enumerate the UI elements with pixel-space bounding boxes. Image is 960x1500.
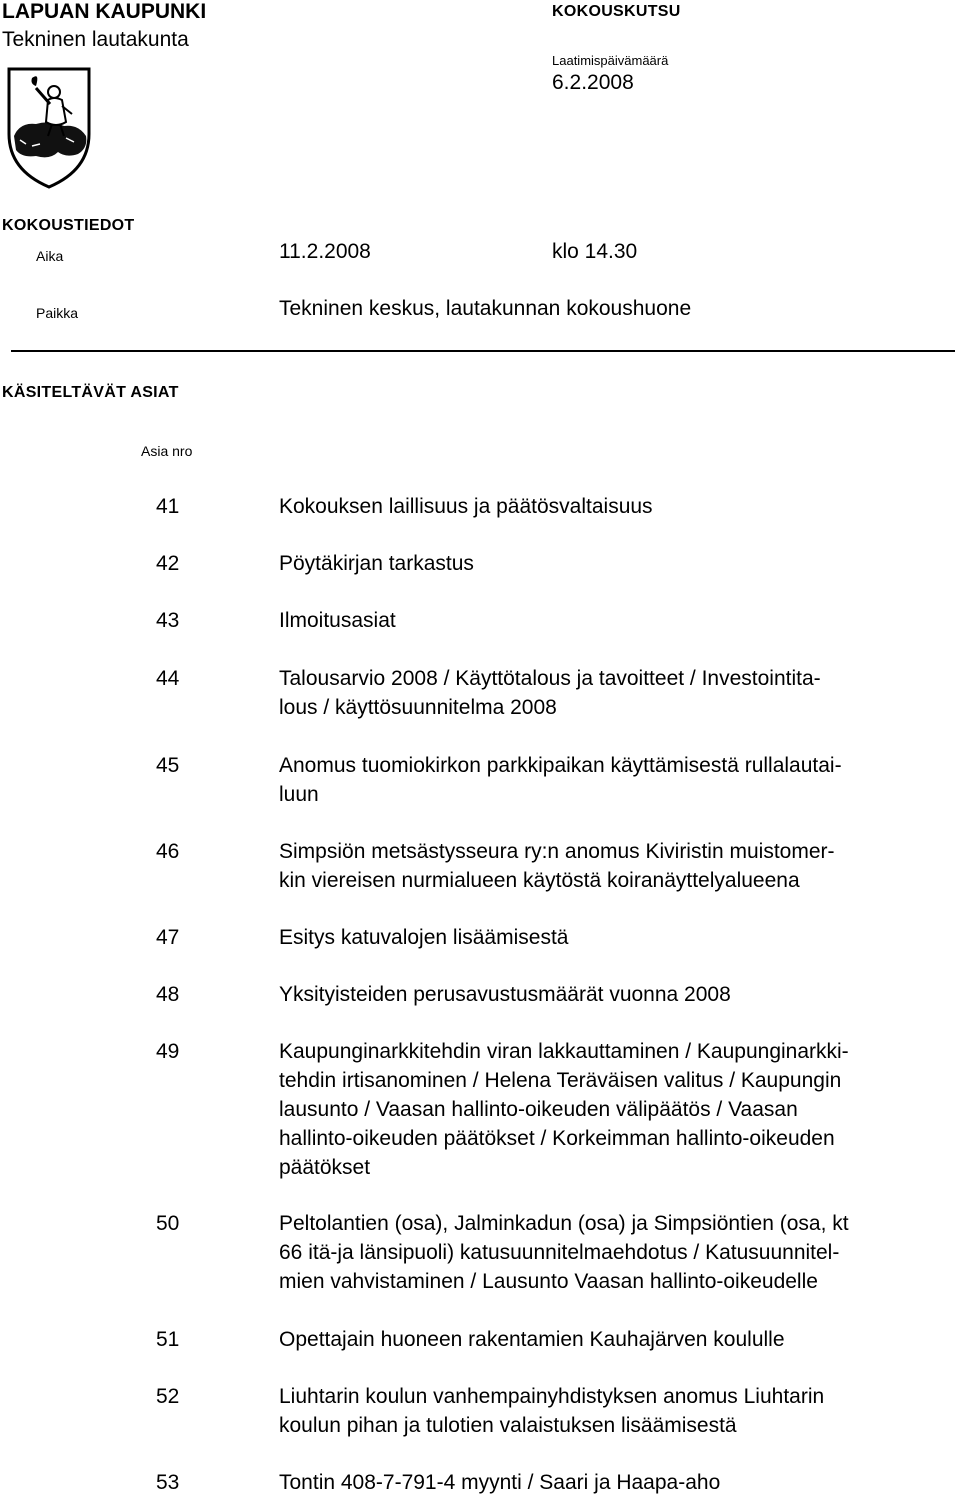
meeting-place: Tekninen keskus, lautakunnan kokoushuone [279, 297, 692, 320]
agenda-item-title [279, 1209, 959, 1296]
agenda-item-title [279, 1468, 959, 1497]
agenda-item-number: 41 [156, 495, 180, 518]
agenda-title: KÄSITELTÄVÄT ASIAT [2, 384, 179, 401]
agenda-item-number: 53 [156, 1471, 180, 1494]
agenda-item-line: lous / käyttösuunnitelma 2008 [279, 696, 557, 719]
agenda-item-number: 44 [156, 667, 180, 690]
agenda-item-number: 45 [156, 754, 180, 777]
agenda-item-number: 50 [156, 1212, 180, 1235]
agenda-item-line: päätökset [279, 1156, 371, 1179]
agenda-item-number: 47 [156, 926, 180, 949]
agenda-item-line: koulun pihan ja tulotien valaistuksen lisäämisestä [279, 1414, 737, 1437]
agenda-item-title [279, 980, 959, 1009]
agenda-item-line: Opettajain huoneen rakentamien Kauhajärven koululle [279, 1328, 785, 1351]
agenda-item-line: Tontin 408-7-791-4 myynti / Saari ja Haapa-aho [279, 1471, 721, 1494]
place-label: Paikka [36, 305, 79, 321]
agenda-item-line: mien vahvistaminen / Lausunto Vaasan hallinto-oikeudelle [279, 1270, 818, 1293]
agenda-item-line: Simpsiön metsästysseura ry:n anomus Kiviristin muistomer- [279, 840, 835, 863]
agenda-item-line: kin viereisen nurmialueen käytöstä koiranäyttelyalueena [279, 869, 800, 892]
date-value: 6.2.2008 [552, 71, 634, 94]
agenda-item-number: 52 [156, 1385, 180, 1408]
agenda-item-line: lausunto / Vaasan hallinto-oikeuden välipäätös / Vaasan [279, 1098, 798, 1121]
agenda-item-title [279, 837, 959, 895]
agenda-item-title [279, 606, 959, 635]
agenda-item-number: 42 [156, 552, 180, 575]
agenda-item-line: Liuhtarin koulun vanhempainyhdistyksen anomus Liuhtarin [279, 1385, 825, 1408]
agenda-item-title [279, 1037, 959, 1182]
agenda-column-header: Asia nro [141, 443, 193, 459]
agenda-item-title [279, 492, 959, 521]
department-name: Tekninen lautakunta [2, 28, 189, 51]
divider [11, 350, 955, 352]
agenda-item-line: Ilmoitusasiat [279, 609, 396, 632]
agenda-item-line: 66 itä-ja länsipuoli) katusuunnitelmaehdotus / Katusuunnitel- [279, 1241, 840, 1264]
agenda-item-number: 46 [156, 840, 180, 863]
date-label: Laatimispäivämäärä [552, 53, 669, 68]
agenda-item-line: hallinto-oikeuden päätökset / Korkeimman hallinto-oikeuden [279, 1127, 835, 1150]
agenda-item-title [279, 664, 959, 722]
organization-name: LAPUAN KAUPUNKI [2, 0, 207, 23]
agenda-item-line: Kaupunginarkkitehdin viran lakkauttaminen / Kaupunginarkki- [279, 1040, 849, 1063]
agenda-item-title [279, 751, 959, 809]
agenda-item-title [279, 1325, 959, 1354]
agenda-item-line: tehdin irtisanominen / Helena Teräväisen valitus / Kaupungin [279, 1069, 842, 1092]
agenda-item-line: Kokouksen laillisuus ja päätösvaltaisuus [279, 495, 653, 518]
agenda-item-title [279, 1382, 959, 1440]
agenda-item-line: Anomus tuomiokirkon parkkipaikan käyttämisestä rullalautai- [279, 754, 842, 777]
agenda-item-line: luun [279, 783, 319, 806]
agenda-item-line: Esitys katuvalojen lisäämisestä [279, 926, 569, 949]
agenda-item-line: Peltolantien (osa), Jalminkadun (osa) ja Simpsiöntien (osa, kt [279, 1212, 849, 1235]
agenda-item-line: Pöytäkirjan tarkastus [279, 552, 474, 575]
document-type: KOKOUSKUTSU [552, 3, 681, 20]
time-label: Aika [36, 248, 64, 264]
meeting-time: klo 14.30 [552, 240, 638, 263]
coat-of-arms-icon [6, 66, 92, 190]
meeting-info-title: KOKOUSTIEDOT [2, 217, 135, 234]
agenda-item-number: 43 [156, 609, 180, 632]
meeting-date: 11.2.2008 [279, 240, 371, 263]
agenda-item-title [279, 549, 959, 578]
agenda-item-line: Talousarvio 2008 / Käyttötalous ja tavoitteet / Investointita- [279, 667, 821, 690]
agenda-item-number: 51 [156, 1328, 180, 1351]
agenda-item-number: 48 [156, 983, 180, 1006]
agenda-item-line: Yksityisteiden perusavustusmäärät vuonna 2008 [279, 983, 731, 1006]
agenda-item-number: 49 [156, 1040, 180, 1063]
agenda-item-title [279, 923, 959, 952]
